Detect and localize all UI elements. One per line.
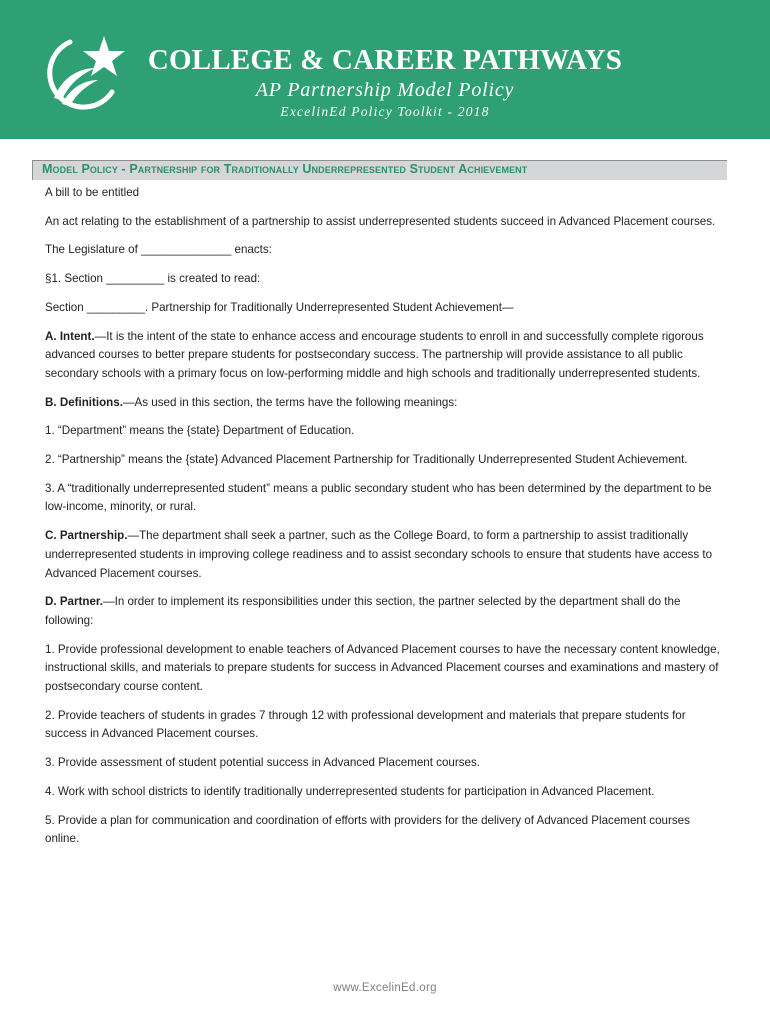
section-heading-line: Section _________. Partnership for Traditionally Underrepresented Student Achievement— xyxy=(45,300,514,314)
document-body xyxy=(45,184,727,859)
intent-text: —It is the intent of the state to enhance access and encourage students to enroll in and successfully complete rigorous advanced courses to better prepare students for postsecondary success. The partnership will provide assistance to all public secondary schools with a primary focus on low-performing middle and high schools and traditionally underrepresented students. xyxy=(45,329,704,380)
legislature-line: The Legislature of ______________ enacts: xyxy=(45,243,272,257)
partner-label: D. Partner. xyxy=(45,595,103,609)
section-title: Model Policy - Partnership for Traditionally Underrepresented Student Achievement xyxy=(42,162,528,176)
definition-item: 3. A “traditionally underrepresented student” means a public secondary student who has been determined by the department to be low-income, minority, or rural. xyxy=(45,481,712,514)
partner-duty-item: 3. Provide assessment of student potential success in Advanced Placement courses. xyxy=(45,756,481,770)
act-description: An act relating to the establishment of a partnership to assist underrepresented students succeed in Advanced Placement courses. xyxy=(45,214,716,228)
partner-duty-item: 5. Provide a plan for communication and coordination of efforts with providers for the delivery of Advanced Placement courses online. xyxy=(45,813,690,846)
banner-toolkit-label: ExcelinEd Policy Toolkit - 2018 xyxy=(280,104,490,119)
partnership-text: —The department shall seek a partner, such as the College Board, to form a partnership to assist traditionally underrepresented students in improving college readiness and to assist secondary schools to ensure that students have access to Advanced Placement courses. xyxy=(45,529,713,580)
partner-duty-item: 2. Provide teachers of students in grades 7 through 12 with professional development and materials that prepare students for success in Advanced Placement courses. xyxy=(45,708,686,741)
section-heading-bar xyxy=(32,160,727,180)
partnership-label: C. Partnership. xyxy=(45,529,128,543)
definition-item: 2. “Partnership” means the {state} Advanced Placement Partnership for Traditionally Underrepresented Student Achievement. xyxy=(45,453,688,467)
definitions-label: B. Definitions. xyxy=(45,395,123,409)
partner-duty-item: 4. Work with school districts to identify traditionally underrepresented students for participation in Advanced Placement. xyxy=(45,784,655,798)
definitions-paragraph xyxy=(45,394,727,413)
banner-subtitle: AP Partnership Model Policy xyxy=(255,79,515,101)
partner-duty-item: 1. Provide professional development to enable teachers of Advanced Placement courses to have the necessary content knowledge, instructional skills, and materials to prepare students for success in Advanced Placement courses and examinations and mastery of postsecondary course content. xyxy=(45,642,720,694)
partner-paragraph xyxy=(45,593,727,630)
partnership-paragraph xyxy=(45,527,727,583)
bill-intro: A bill to be entitled xyxy=(45,186,140,199)
definition-item: 1. “Department” means the {state} Department of Education. xyxy=(45,424,355,438)
intent-paragraph xyxy=(45,328,727,384)
section-created-line: §1. Section _________ is created to read: xyxy=(45,272,261,286)
definitions-text: —As used in this section, the terms have the following meanings: xyxy=(122,395,458,409)
header-banner xyxy=(0,0,770,139)
intent-label: A. Intent. xyxy=(45,329,95,343)
partner-text: —In order to implement its responsibilities under this section, the partner selected by the department shall do the following: xyxy=(45,595,681,627)
footer-url: www.ExcelinEd.org xyxy=(333,982,437,994)
banner-title: COLLEGE & CAREER PATHWAYS xyxy=(147,44,623,76)
